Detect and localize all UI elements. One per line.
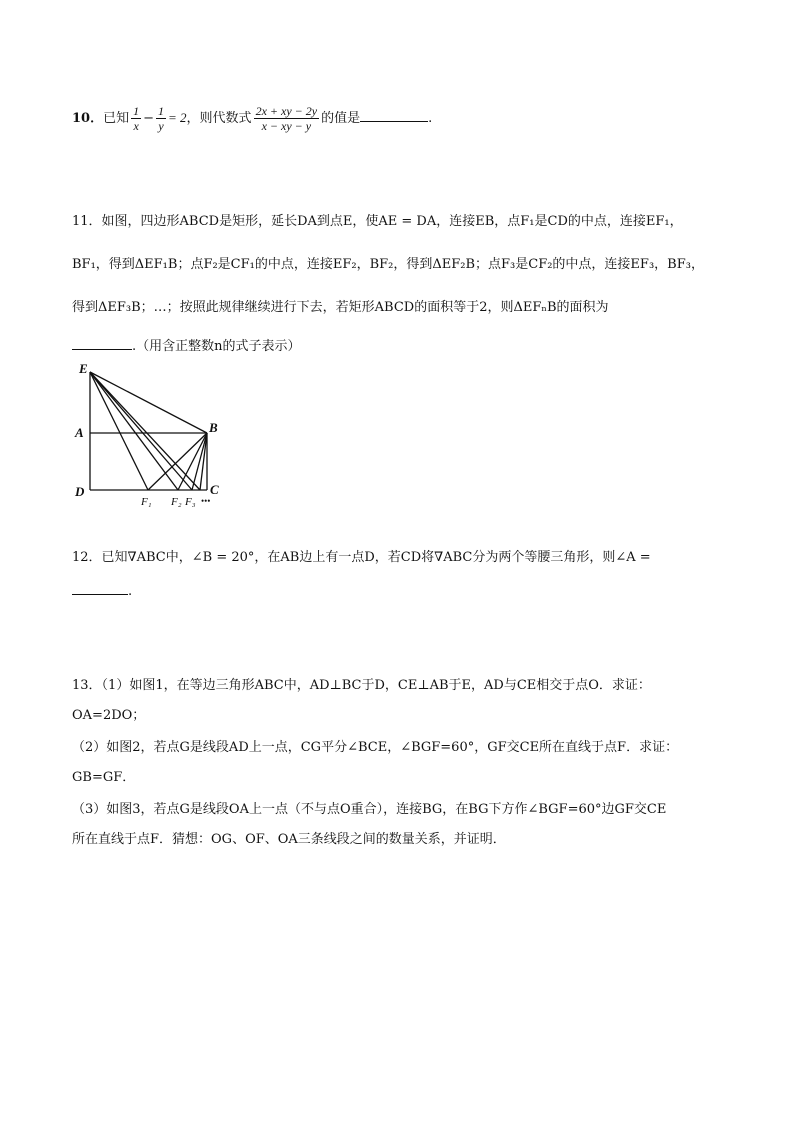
- label-dots: •••: [201, 496, 211, 506]
- question-12-line-2: [72, 580, 734, 602]
- rectangle-figure: [70, 360, 230, 510]
- q10-known: 已知: [103, 111, 130, 126]
- question-11-line-2: BF₁，得到ΔEF₁B；点F₂是CF₁的中点，连接EF₂，BF₂，得到ΔEF₂B；点F₃是CF₂的中点，连接EF₃，BF₃，: [72, 257, 704, 272]
- fraction-1-over-x: $\frac{1}{x}$: [133, 104, 140, 133]
- segment-BF4: [200, 433, 207, 490]
- question-13-part-3-line-2: 所在直线于点F．猜想：OG、OF、OA三条线段之间的数量关系，并证明．: [72, 832, 506, 847]
- algebraic-expression: $\frac{2x + xy - 2y}{x - xy - y}$: [255, 104, 318, 133]
- question-11-line-3: 得到ΔEF₃B；…；按照此规律继续进行下去，若矩形ABCD的面积等于2，则ΔEFₙB的面积为: [72, 300, 609, 315]
- q10-then: ，则代数式: [186, 111, 252, 126]
- question-13-part-1-line-1: 13．（1）如图1，在等边三角形ABC中，AD⊥BC于D，CE⊥AB于E，AD与CE相交于点O．求证：: [72, 678, 651, 693]
- label-E: E: [79, 361, 88, 376]
- question-11-line-1: 11．如图，四边形ABCD是矩形，延长DA到点E，使AE = DA，连接EB，点F₁是CD的中点，连接EF₁，: [72, 214, 683, 229]
- answer-blank: [360, 107, 428, 122]
- segment-EB: [90, 372, 207, 433]
- label-C: C: [210, 482, 219, 497]
- question-13-part-2-line-1: （2）如图2，若点G是线段AD上一点，CG平分∠BCE，∠BGF=60°，GF交CE所在直线于点F．求证：: [72, 740, 679, 755]
- label-F2: F₂: [171, 496, 182, 508]
- answer-blank: [72, 335, 132, 350]
- label-D: D: [75, 484, 85, 499]
- label-A: A: [75, 425, 84, 440]
- question-11-line-4: [72, 335, 734, 357]
- question-13-part-3-line-1: （3）如图3，若点G是线段OA上一点（不与点O重合），连接BG，在BG下方作∠BGF=60°边GF交CE: [72, 802, 667, 817]
- period: .: [128, 584, 133, 599]
- q11-tail: .（用含正整数n的式子表示）: [132, 339, 301, 354]
- question-13-part-2-line-2: GB=GF．: [72, 770, 136, 785]
- equals-two: = 2: [168, 110, 187, 125]
- minus-sign: −: [143, 111, 155, 126]
- q10-tail: 的值是: [321, 111, 361, 126]
- segment-EF1: [90, 372, 148, 490]
- answer-blank: [72, 580, 128, 595]
- question-12-line-1: 12．已知∇ABC中，∠B = 20°，在AB边上有一点D，若CD将∇ABC分为两个等腰三角形，则∠A =: [72, 550, 651, 565]
- label-B: B: [209, 420, 218, 435]
- question-13-part-1-line-2: OA=2DO；: [72, 708, 146, 723]
- segment-EF3: [90, 372, 192, 490]
- question-number: 10．: [72, 111, 104, 126]
- question-10: [72, 104, 734, 133]
- label-F3: F₃: [185, 496, 196, 508]
- fraction-1-over-y: $\frac{1}{y}$: [158, 104, 165, 133]
- segment-EF2: [90, 372, 178, 490]
- label-F1: F₁: [141, 496, 152, 508]
- period: .: [428, 111, 433, 126]
- segment-EF4: [90, 372, 200, 490]
- segment-BF3: [192, 433, 207, 490]
